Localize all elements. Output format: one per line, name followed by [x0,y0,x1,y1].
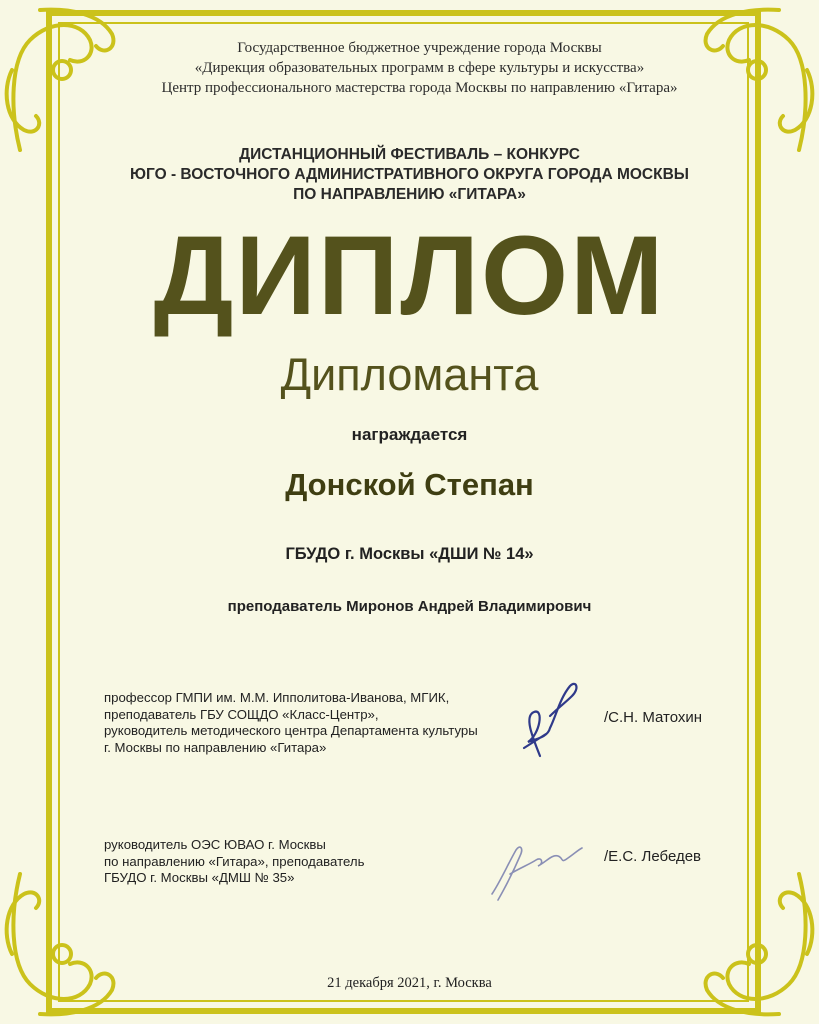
degree-title: Дипломанта [280,349,539,400]
signature-1-image [510,676,590,768]
corner-ornament-bottom-left [0,864,120,1024]
signer-1-line: руководитель методического центра Департамента культуры [104,723,478,738]
signer-2-line: по направлению «Гитара», преподаватель [104,853,365,869]
signer-1-line: преподаватель ГБУ СОЩДО «Класс-Центр», [104,706,379,722]
org-line: Государственное бюджетное учреждение города Москвы [237,40,602,56]
signer-1-line: г. Москвы по направлению «Гитара» [104,739,327,755]
corner-ornament-bottom-right [699,864,819,1024]
diploma-title: ДИПЛОМ [153,213,666,338]
signer-2-name: /Е.С. Лебедев [604,848,702,865]
signer-1-title [104,690,478,756]
org-header [20,38,819,98]
festival-title [0,145,819,205]
awarded-label: награждается [351,425,468,444]
org-line: Центр профессионального мастерства города Москвы по направлению «Гитара» [161,80,678,96]
signer-2-line: руководитель ОЭС ЮВАО г. Москвы [104,837,326,852]
date-place: 21 декабря 2021, г. Москва [327,975,492,991]
festival-line: ПО НАПРАВЛЕНИЮ «ГИТАРА» [293,186,526,203]
signer-1-name: /С.Н. Матохин [604,709,703,726]
festival-line: ДИСТАНЦИОННЫЙ ФЕСТИВАЛЬ – КОНКУРС [239,146,580,163]
festival-line: ЮГО - ВОСТОЧНОГО АДМИНИСТРАТИВНОГО ОКРУГА ГОРОДА МОСКВЫ [130,166,689,183]
teacher-name: преподаватель Миронов Андрей Владимирович [227,598,592,615]
signer-2-line: ГБУДО г. Москвы «ДМШ № 35» [104,870,295,885]
org-line: «Дирекция образовательных программ в сфере культуры и искусства» [194,60,645,76]
school-name: ГБУДО г. Москвы «ДШИ № 14» [285,545,534,563]
signer-1-line: профессор ГМПИ им. М.М. Ипполитова-Иванова, МГИК, [104,690,450,705]
signer-2-title [104,837,364,887]
signature-2-image [486,834,586,908]
recipient-name: Донской Степан [285,467,534,502]
